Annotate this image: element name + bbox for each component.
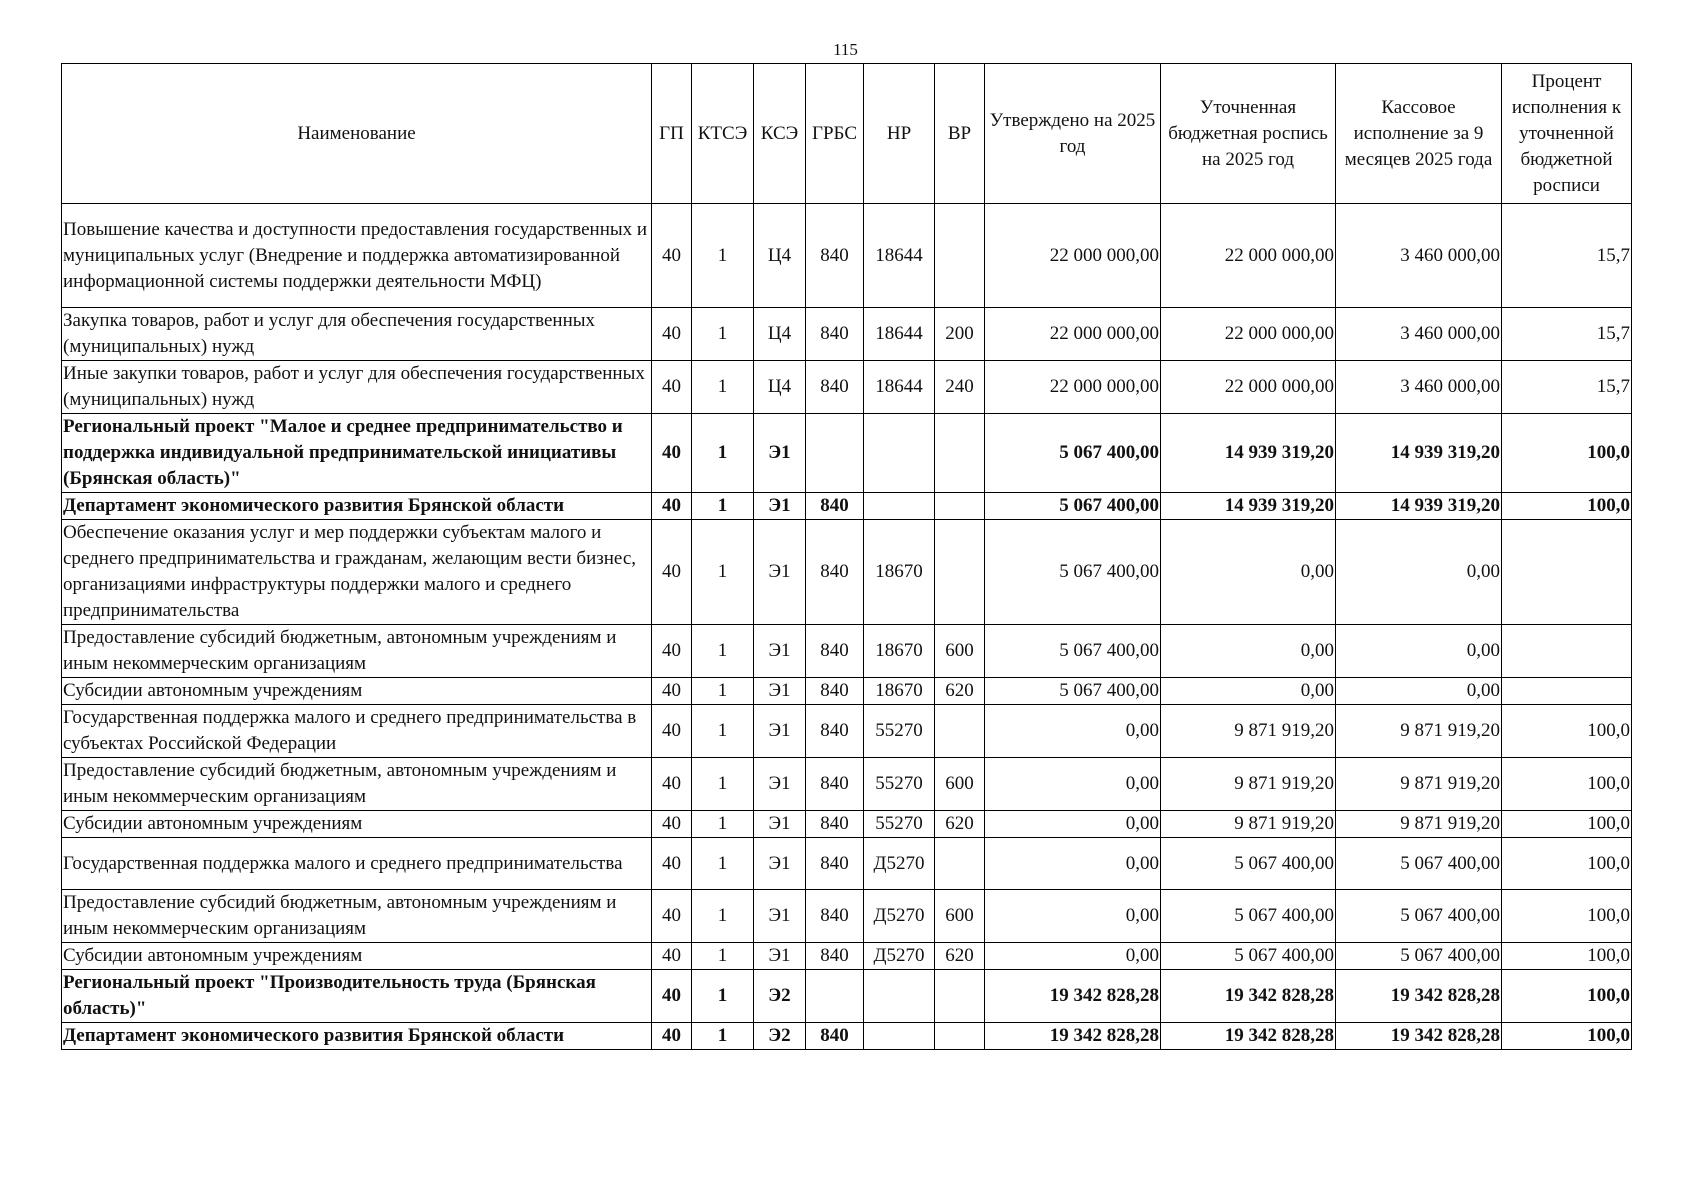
cell-vr: 620 xyxy=(935,811,985,838)
cell-kse: Ц4 xyxy=(754,361,806,414)
cell-grbs: 840 xyxy=(806,308,864,361)
cell-gp: 40 xyxy=(652,705,692,758)
cell-percent xyxy=(1502,678,1632,705)
cell-vr: 620 xyxy=(935,678,985,705)
cell-refined: 0,00 xyxy=(1161,625,1336,678)
header-approved: Утверждено на 2025 год xyxy=(985,64,1161,204)
cell-vr xyxy=(935,520,985,625)
cell-refined: 5 067 400,00 xyxy=(1161,890,1336,943)
cell-grbs: 840 xyxy=(806,204,864,308)
cell-vr xyxy=(935,838,985,890)
table-row xyxy=(62,493,1632,520)
cell-kse: Э1 xyxy=(754,811,806,838)
cell-name: Государственная поддержка малого и среднего предпринимательства xyxy=(62,838,652,890)
cell-grbs: 840 xyxy=(806,361,864,414)
cell-approved: 5 067 400,00 xyxy=(985,414,1161,493)
cell-kse: Э1 xyxy=(754,625,806,678)
cell-vr xyxy=(935,493,985,520)
cell-cash: 9 871 919,20 xyxy=(1336,811,1502,838)
cell-vr: 200 xyxy=(935,308,985,361)
cell-approved: 19 342 828,28 xyxy=(985,970,1161,1023)
cell-cash: 14 939 319,20 xyxy=(1336,414,1502,493)
cell-percent: 100,0 xyxy=(1502,758,1632,811)
cell-ktse: 1 xyxy=(692,414,754,493)
cell-grbs: 840 xyxy=(806,943,864,970)
cell-nr: 55270 xyxy=(864,705,935,758)
cell-gp: 40 xyxy=(652,970,692,1023)
cell-grbs: 840 xyxy=(806,493,864,520)
cell-gp: 40 xyxy=(652,943,692,970)
cell-nr xyxy=(864,970,935,1023)
cell-vr xyxy=(935,1023,985,1050)
cell-nr: 18644 xyxy=(864,204,935,308)
page-number: 115 xyxy=(833,40,858,59)
cell-vr: 240 xyxy=(935,361,985,414)
cell-refined: 22 000 000,00 xyxy=(1161,204,1336,308)
table-row xyxy=(62,811,1632,838)
cell-refined: 5 067 400,00 xyxy=(1161,838,1336,890)
cell-nr: 18670 xyxy=(864,520,935,625)
cell-approved: 0,00 xyxy=(985,890,1161,943)
cell-gp: 40 xyxy=(652,361,692,414)
cell-name: Закупка товаров, работ и услуг для обеспечения государственных (муниципальных) нужд xyxy=(62,308,652,361)
cell-approved: 19 342 828,28 xyxy=(985,1023,1161,1050)
cell-approved: 0,00 xyxy=(985,943,1161,970)
cell-refined: 0,00 xyxy=(1161,520,1336,625)
cell-refined: 14 939 319,20 xyxy=(1161,493,1336,520)
cell-gp: 40 xyxy=(652,678,692,705)
cell-cash: 3 460 000,00 xyxy=(1336,308,1502,361)
cell-cash: 5 067 400,00 xyxy=(1336,943,1502,970)
cell-vr: 620 xyxy=(935,943,985,970)
cell-approved: 5 067 400,00 xyxy=(985,678,1161,705)
cell-percent: 100,0 xyxy=(1502,493,1632,520)
cell-ktse: 1 xyxy=(692,1023,754,1050)
table-row xyxy=(62,758,1632,811)
cell-cash: 9 871 919,20 xyxy=(1336,758,1502,811)
cell-kse: Э2 xyxy=(754,970,806,1023)
cell-nr: Д5270 xyxy=(864,943,935,970)
cell-approved: 0,00 xyxy=(985,838,1161,890)
cell-gp: 40 xyxy=(652,520,692,625)
cell-vr: 600 xyxy=(935,758,985,811)
cell-nr: 18670 xyxy=(864,678,935,705)
header-vr: ВР xyxy=(935,64,985,204)
cell-grbs: 840 xyxy=(806,1023,864,1050)
cell-cash: 3 460 000,00 xyxy=(1336,204,1502,308)
budget-table xyxy=(61,63,1632,1050)
cell-gp: 40 xyxy=(652,758,692,811)
cell-name: Государственная поддержка малого и среднего предпринимательства в субъектах Российской Федерации xyxy=(62,705,652,758)
cell-refined: 0,00 xyxy=(1161,678,1336,705)
cell-approved: 0,00 xyxy=(985,758,1161,811)
cell-nr xyxy=(864,414,935,493)
cell-kse: Э1 xyxy=(754,493,806,520)
cell-percent: 100,0 xyxy=(1502,943,1632,970)
table-row xyxy=(62,838,1632,890)
cell-grbs: 840 xyxy=(806,758,864,811)
cell-grbs: 840 xyxy=(806,811,864,838)
cell-cash: 0,00 xyxy=(1336,520,1502,625)
cell-approved: 5 067 400,00 xyxy=(985,493,1161,520)
table-row xyxy=(62,970,1632,1023)
table-row xyxy=(62,705,1632,758)
cell-gp: 40 xyxy=(652,308,692,361)
cell-name: Предоставление субсидий бюджетным, автономным учреждениям и иным некоммерческим организациям xyxy=(62,758,652,811)
cell-cash: 0,00 xyxy=(1336,678,1502,705)
cell-cash: 3 460 000,00 xyxy=(1336,361,1502,414)
table-row xyxy=(62,361,1632,414)
header-percent: Процент исполнения к уточненной бюджетной росписи xyxy=(1502,64,1632,204)
cell-approved: 0,00 xyxy=(985,705,1161,758)
cell-ktse: 1 xyxy=(692,204,754,308)
header-kse: КСЭ xyxy=(754,64,806,204)
cell-name: Департамент экономического развития Брянской области xyxy=(62,1023,652,1050)
cell-nr: 55270 xyxy=(864,758,935,811)
table-row xyxy=(62,890,1632,943)
header-name: Наименование xyxy=(62,64,652,204)
cell-ktse: 1 xyxy=(692,625,754,678)
cell-kse: Э1 xyxy=(754,520,806,625)
header-gp: ГП xyxy=(652,64,692,204)
cell-cash: 14 939 319,20 xyxy=(1336,493,1502,520)
cell-cash: 0,00 xyxy=(1336,625,1502,678)
cell-ktse: 1 xyxy=(692,361,754,414)
header-ktse: КТСЭ xyxy=(692,64,754,204)
cell-approved: 22 000 000,00 xyxy=(985,204,1161,308)
cell-kse: Э1 xyxy=(754,414,806,493)
cell-nr: 55270 xyxy=(864,811,935,838)
table-row xyxy=(62,678,1632,705)
cell-nr: 18644 xyxy=(864,361,935,414)
table-row xyxy=(62,1023,1632,1050)
cell-nr: Д5270 xyxy=(864,890,935,943)
cell-gp: 40 xyxy=(652,414,692,493)
cell-vr: 600 xyxy=(935,890,985,943)
cell-refined: 9 871 919,20 xyxy=(1161,811,1336,838)
header-refined: Уточненная бюджетная роспись на 2025 год xyxy=(1161,64,1336,204)
cell-name: Иные закупки товаров, работ и услуг для обеспечения государственных (муниципальных) нужд xyxy=(62,361,652,414)
cell-gp: 40 xyxy=(652,811,692,838)
cell-name: Департамент экономического развития Брянской области xyxy=(62,493,652,520)
cell-gp: 40 xyxy=(652,204,692,308)
cell-kse: Ц4 xyxy=(754,308,806,361)
cell-kse: Э1 xyxy=(754,678,806,705)
cell-cash: 5 067 400,00 xyxy=(1336,838,1502,890)
cell-nr: 18644 xyxy=(864,308,935,361)
cell-ktse: 1 xyxy=(692,943,754,970)
cell-ktse: 1 xyxy=(692,890,754,943)
cell-gp: 40 xyxy=(652,493,692,520)
cell-refined: 14 939 319,20 xyxy=(1161,414,1336,493)
cell-refined: 22 000 000,00 xyxy=(1161,308,1336,361)
cell-vr xyxy=(935,970,985,1023)
cell-percent: 100,0 xyxy=(1502,414,1632,493)
table-row xyxy=(62,520,1632,625)
cell-vr xyxy=(935,705,985,758)
cell-vr xyxy=(935,414,985,493)
cell-grbs xyxy=(806,414,864,493)
cell-name: Субсидии автономным учреждениям xyxy=(62,811,652,838)
cell-ktse: 1 xyxy=(692,970,754,1023)
cell-kse: Э1 xyxy=(754,838,806,890)
cell-refined: 19 342 828,28 xyxy=(1161,1023,1336,1050)
cell-ktse: 1 xyxy=(692,678,754,705)
cell-grbs: 840 xyxy=(806,625,864,678)
cell-kse: Ц4 xyxy=(754,204,806,308)
cell-vr xyxy=(935,204,985,308)
cell-approved: 22 000 000,00 xyxy=(985,361,1161,414)
cell-percent xyxy=(1502,520,1632,625)
cell-kse: Э1 xyxy=(754,705,806,758)
cell-name: Субсидии автономным учреждениям xyxy=(62,943,652,970)
cell-ktse: 1 xyxy=(692,308,754,361)
cell-cash: 9 871 919,20 xyxy=(1336,705,1502,758)
cell-gp: 40 xyxy=(652,1023,692,1050)
cell-kse: Э2 xyxy=(754,1023,806,1050)
cell-name: Региональный проект "Производительность труда (Брянская область)" xyxy=(62,970,652,1023)
cell-grbs: 840 xyxy=(806,678,864,705)
cell-refined: 9 871 919,20 xyxy=(1161,758,1336,811)
cell-name: Предоставление субсидий бюджетным, автономным учреждениям и иным некоммерческим организациям xyxy=(62,625,652,678)
cell-kse: Э1 xyxy=(754,890,806,943)
cell-percent: 100,0 xyxy=(1502,890,1632,943)
cell-refined: 5 067 400,00 xyxy=(1161,943,1336,970)
header-nr: НР xyxy=(864,64,935,204)
cell-refined: 9 871 919,20 xyxy=(1161,705,1336,758)
cell-approved: 5 067 400,00 xyxy=(985,625,1161,678)
cell-name: Обеспечение оказания услуг и мер поддержки субъектам малого и среднего предпринимательства и гражданам, желающим вести бизнес, организациями инфраструктуры поддержки малого и среднего предпринимательства xyxy=(62,520,652,625)
cell-grbs xyxy=(806,970,864,1023)
cell-percent: 100,0 xyxy=(1502,811,1632,838)
cell-cash: 5 067 400,00 xyxy=(1336,890,1502,943)
cell-nr: 18670 xyxy=(864,625,935,678)
header-grbs: ГРБС xyxy=(806,64,864,204)
table-row xyxy=(62,625,1632,678)
cell-ktse: 1 xyxy=(692,811,754,838)
cell-refined: 19 342 828,28 xyxy=(1161,970,1336,1023)
cell-percent: 15,7 xyxy=(1502,204,1632,308)
cell-percent: 15,7 xyxy=(1502,361,1632,414)
cell-ktse: 1 xyxy=(692,493,754,520)
cell-name: Субсидии автономным учреждениям xyxy=(62,678,652,705)
cell-percent: 100,0 xyxy=(1502,1023,1632,1050)
cell-gp: 40 xyxy=(652,890,692,943)
cell-vr: 600 xyxy=(935,625,985,678)
cell-percent: 100,0 xyxy=(1502,705,1632,758)
cell-approved: 5 067 400,00 xyxy=(985,520,1161,625)
cell-cash: 19 342 828,28 xyxy=(1336,1023,1502,1050)
cell-kse: Э1 xyxy=(754,758,806,811)
cell-nr xyxy=(864,1023,935,1050)
cell-grbs: 840 xyxy=(806,890,864,943)
cell-approved: 22 000 000,00 xyxy=(985,308,1161,361)
cell-ktse: 1 xyxy=(692,838,754,890)
cell-approved: 0,00 xyxy=(985,811,1161,838)
cell-kse: Э1 xyxy=(754,943,806,970)
cell-cash: 19 342 828,28 xyxy=(1336,970,1502,1023)
cell-percent: 15,7 xyxy=(1502,308,1632,361)
table-row xyxy=(62,943,1632,970)
table-row xyxy=(62,308,1632,361)
table-header-row xyxy=(62,64,1632,204)
cell-percent: 100,0 xyxy=(1502,838,1632,890)
cell-ktse: 1 xyxy=(692,520,754,625)
table-row xyxy=(62,204,1632,308)
cell-ktse: 1 xyxy=(692,705,754,758)
cell-grbs: 840 xyxy=(806,520,864,625)
table-row xyxy=(62,414,1632,493)
cell-ktse: 1 xyxy=(692,758,754,811)
cell-nr: Д5270 xyxy=(864,838,935,890)
cell-name: Региональный проект "Малое и среднее предпринимательство и поддержка индивидуальной предпринимательской инициативы (Брянская область)" xyxy=(62,414,652,493)
cell-grbs: 840 xyxy=(806,705,864,758)
cell-gp: 40 xyxy=(652,625,692,678)
cell-gp: 40 xyxy=(652,838,692,890)
header-cash: Кассовое исполнение за 9 месяцев 2025 года xyxy=(1336,64,1502,204)
cell-percent xyxy=(1502,625,1632,678)
cell-nr xyxy=(864,493,935,520)
cell-grbs: 840 xyxy=(806,838,864,890)
cell-name: Предоставление субсидий бюджетным, автономным учреждениям и иным некоммерческим организациям xyxy=(62,890,652,943)
cell-refined: 22 000 000,00 xyxy=(1161,361,1336,414)
cell-percent: 100,0 xyxy=(1502,970,1632,1023)
cell-name: Повышение качества и доступности предоставления государственных и муниципальных услуг (Внедрение и поддержка автоматизированной информационной системы поддержки деятельности МФЦ) xyxy=(62,204,652,308)
